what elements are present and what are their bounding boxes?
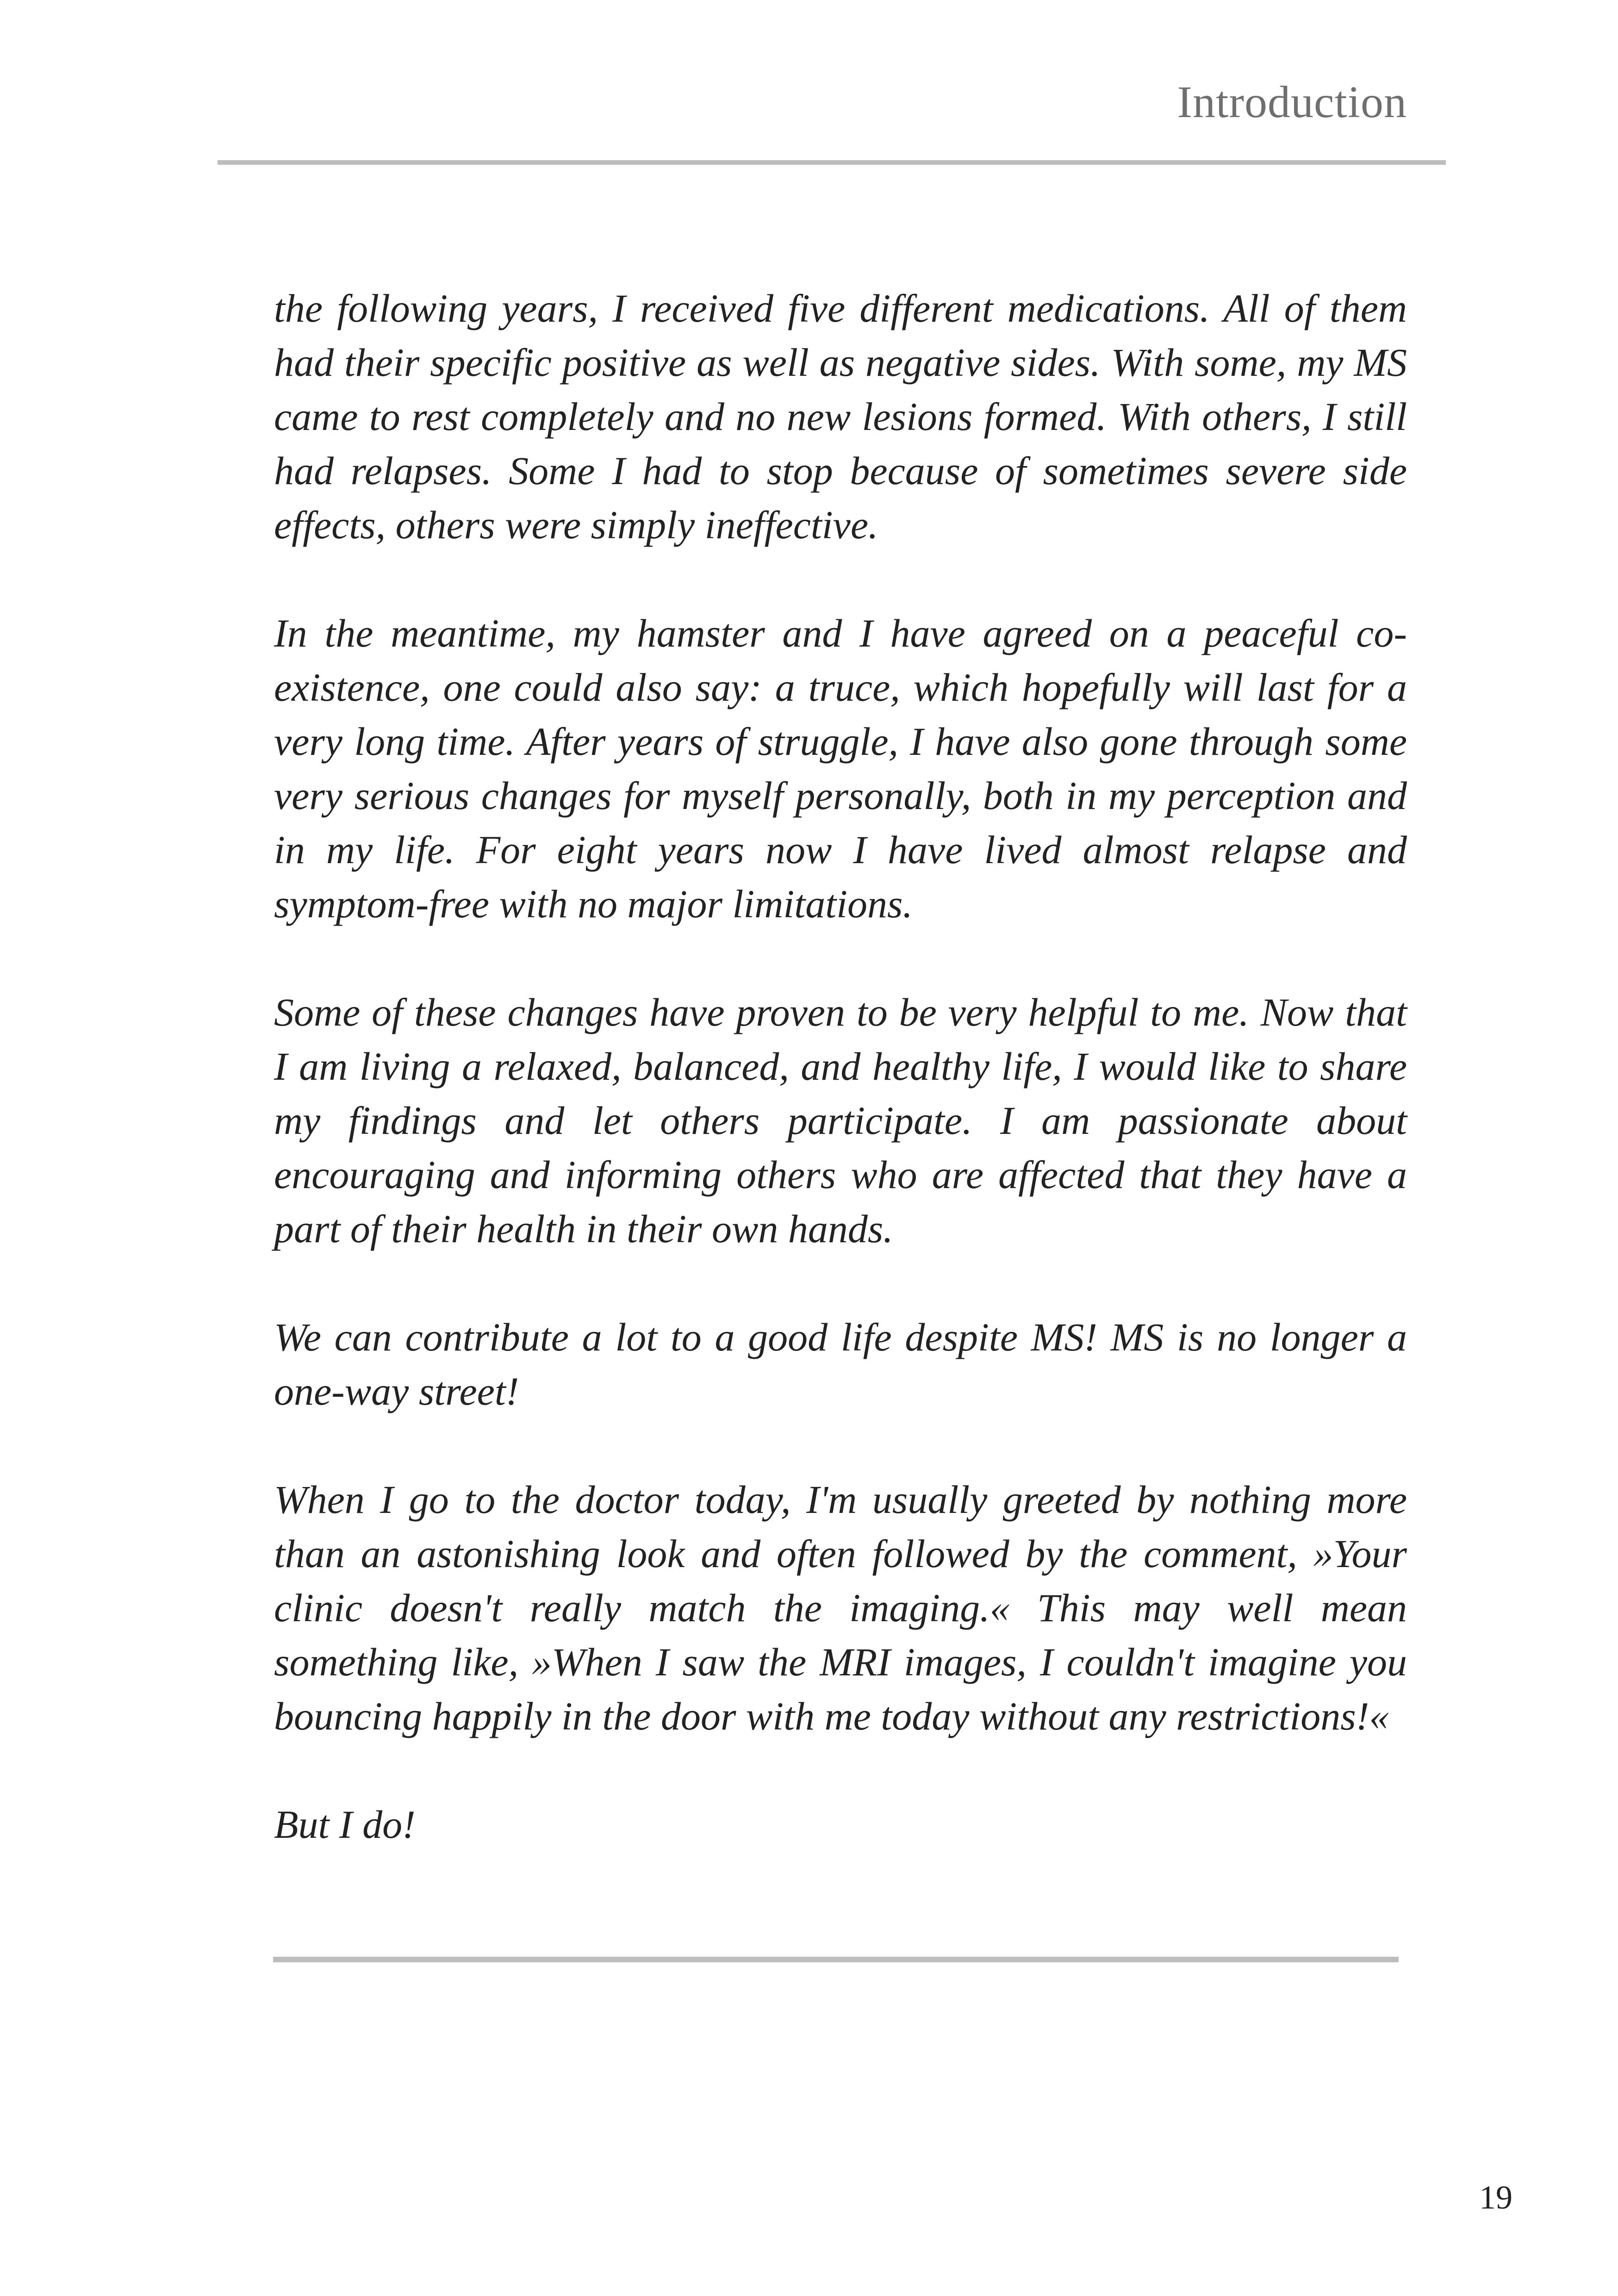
footer-divider <box>273 1957 1399 1962</box>
page-number: 19 <box>1479 2179 1512 2216</box>
paragraph-1: the following years, I received five different medications. All of them had their specific positive as well as negative sides. With some, my MS came to rest completely and no new lesions formed. With others, I still had relapses. Some I had to stop because of sometimes severe side effects, others were simply ineffective. <box>274 286 1407 547</box>
body-text <box>274 281 1407 1852</box>
running-header-title: Introduction <box>1177 77 1407 127</box>
paragraph-3: Some of these changes have proven to be very helpful to me. Now that I am living a relaxed, balanced, and healthy life, I would like to share my findings and let others participate. I am passionate about encouraging and informing others who are affected that they have a part of their health in their own hands. <box>274 990 1407 1251</box>
header-divider <box>218 160 1446 165</box>
paragraph-5: When I go to the doctor today, I'm usually greeted by nothing more than an astonishing look and often followed by the comment, »Your clinic doesn't really match the imaging.« This may well mean something like, »When I saw the MRI images, I couldn't imagine you bouncing happily in the door with me today without any restrictions!« <box>274 1477 1407 1738</box>
paragraph-2: In the meantime, my hamster and I have agreed on a peaceful co-existence, one could also say: a truce, which hopefully will last for a very long time. After years of struggle, I have also gone through some very serious changes for myself personally, both in my perception and in my life. For eight years now I have lived almost relapse and symptom-free with no major limitations. <box>274 611 1407 926</box>
paragraph-6: But I do! <box>274 1802 416 1847</box>
paragraph-4: We can contribute a lot to a good life despite MS! MS is no longer a one-way street! <box>274 1315 1407 1413</box>
